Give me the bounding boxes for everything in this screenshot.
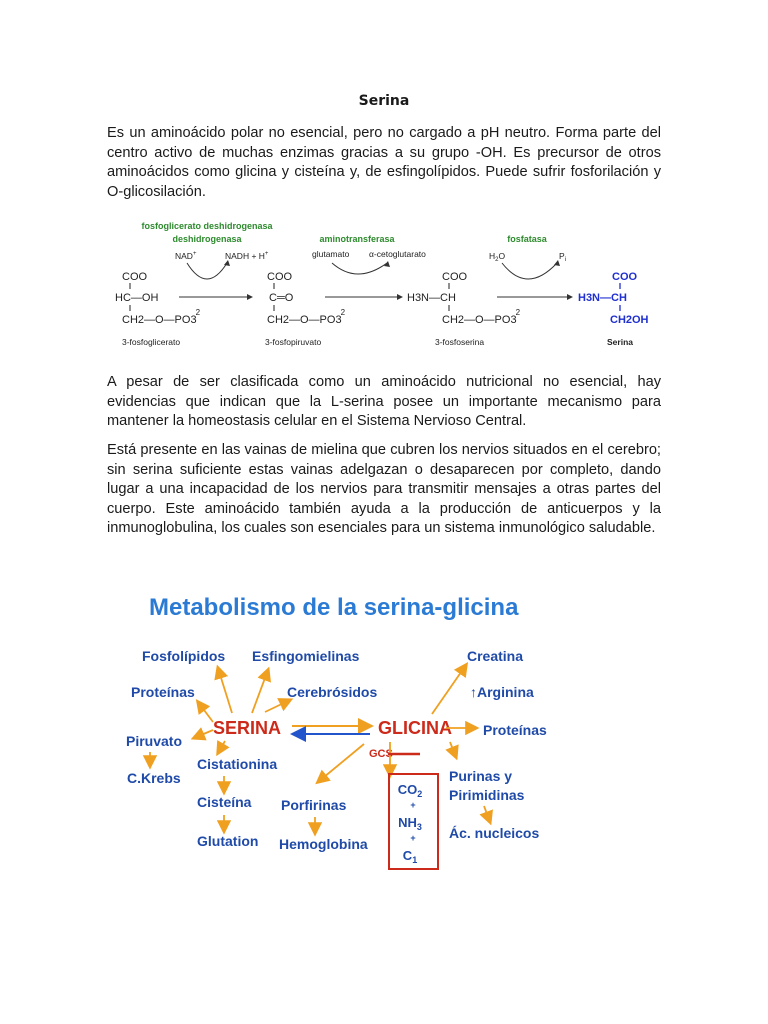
product-plus-1: +	[410, 800, 416, 810]
cofactor-curve-2	[332, 263, 387, 274]
node-pirimidinas: Pirimidinas	[449, 787, 525, 803]
node-piruvato: Piruvato	[126, 733, 183, 749]
enzyme-label-3: fosfatasa	[507, 234, 547, 244]
cofactor-glutamato: glutamato	[312, 249, 350, 259]
serina-coo: COO	[612, 271, 638, 283]
enzyme-label-1: fosfoglicerato deshidrogenasa	[141, 221, 273, 231]
page-title: Serina	[358, 93, 410, 109]
node-glicina: GLICINA	[378, 718, 452, 738]
node-creatina: Creatina	[467, 648, 524, 664]
cofactor-curve-3	[502, 263, 557, 279]
compound-label-3: 3-fosfoserina	[435, 337, 485, 347]
node-cerebrosidos: Cerebrósidos	[287, 684, 378, 700]
cofactor-nad: NAD+	[175, 251, 197, 261]
node-proteinas-right: Proteínas	[483, 722, 547, 738]
node-ac-nucleicos: Ác. nucleicos	[449, 825, 540, 841]
paragraph-mielina: Está presente en las vainas de mielina que cubren los nervios situados en el cerebro; sin serina suficiente estas vainas adelgazan o desaparecen por completo, dando lugar a una incapacidad de los nervios para transmitir mensajes a otras partes del cuerpo. Este aminoácido también ayuda a la producción de anticuerpos y la inmunoglobulina, los cuales son esenciales para un sistema inmunológico saludable.	[107, 442, 661, 537]
serina-h3n-ch: H3N—CH	[578, 292, 627, 304]
coo-2: COO	[267, 271, 293, 283]
hc-oh: HC—OH	[115, 292, 159, 304]
node-cisteina: Cisteína	[197, 794, 252, 810]
enzyme-label-1b: deshidrogenasa	[172, 234, 242, 244]
coo-1: COO	[122, 271, 148, 283]
compound-label-2: 3-fosfopiruvato	[265, 337, 322, 347]
node-proteinas-left: Proteínas	[131, 684, 195, 700]
paragraph-homeostasis: A pesar de ser clasificada como un aminoácido nutricional no esencial, hay evidencias que indican que la L-serina posee un importante mecanismo para mantener la homeostasis celular en el Sistema Nervioso Central.	[107, 374, 661, 430]
cofactor-cetoglutarato: α-cetoglutarato	[369, 249, 426, 259]
node-serina: SERINA	[213, 718, 282, 738]
compound-label-4: Serina	[607, 337, 633, 347]
cofactor-pi: $P_i$	[559, 251, 567, 263]
node-purinas: Purinas y	[449, 768, 513, 784]
metabolism-diagram	[0, 580, 768, 880]
node-ckrebs: C.Krebs	[127, 770, 181, 786]
node-esfingomielinas: Esfingomielinas	[252, 648, 360, 664]
product-co2: $CO_2$	[397, 782, 423, 799]
cofactor-water: $H_2O$	[489, 251, 506, 263]
enzyme-label-2: aminotransferasa	[319, 234, 395, 244]
serina-ch2oh: CH2OH	[610, 314, 649, 326]
node-hemoglobina: Hemoglobina	[279, 836, 368, 852]
c-o: C═O	[269, 292, 294, 304]
node-fosfolipidos: Fosfolípidos	[142, 648, 226, 664]
ch2-o-po3-3: CH2—O—PO32	[442, 308, 521, 326]
paragraph-intro: Es un aminoácido polar no esencial, pero no cargado a pH neutro. Forma parte del centro activo de muchas enzimas gracias a su grupo -OH. Es precursor de otros aminoácidos como glicina y cisteína y, de esfingolípidos. Puede sufrir fosforilación y O-glicosilación.	[107, 125, 661, 200]
node-arginina: ↑Arginina	[470, 684, 534, 700]
cofactor-nadh: NADH + H+	[225, 251, 269, 261]
compound-label-1: 3-fosfoglicerato	[122, 337, 181, 347]
ch2-o-po3-1: CH2—O—PO32	[122, 308, 201, 326]
ch2-o-po3-2: CH2—O—PO32	[267, 308, 346, 326]
label-gcs: GCS	[369, 748, 393, 760]
product-nh3: $NH_3$	[398, 815, 422, 832]
h3n-ch: H3N—CH	[407, 292, 456, 304]
node-porfirinas: Porfirinas	[281, 797, 347, 813]
node-glutation: Glutation	[197, 833, 259, 849]
serine-synthesis-pathway	[107, 215, 667, 355]
metabolism-title: Metabolismo de la serina-glicina	[149, 594, 519, 621]
node-cistationina: Cistationina	[197, 756, 278, 772]
coo-3: COO	[442, 271, 468, 283]
product-plus-2: +	[410, 833, 416, 843]
cofactor-curve-1	[187, 263, 227, 279]
product-c1: $C_1$	[402, 848, 418, 865]
